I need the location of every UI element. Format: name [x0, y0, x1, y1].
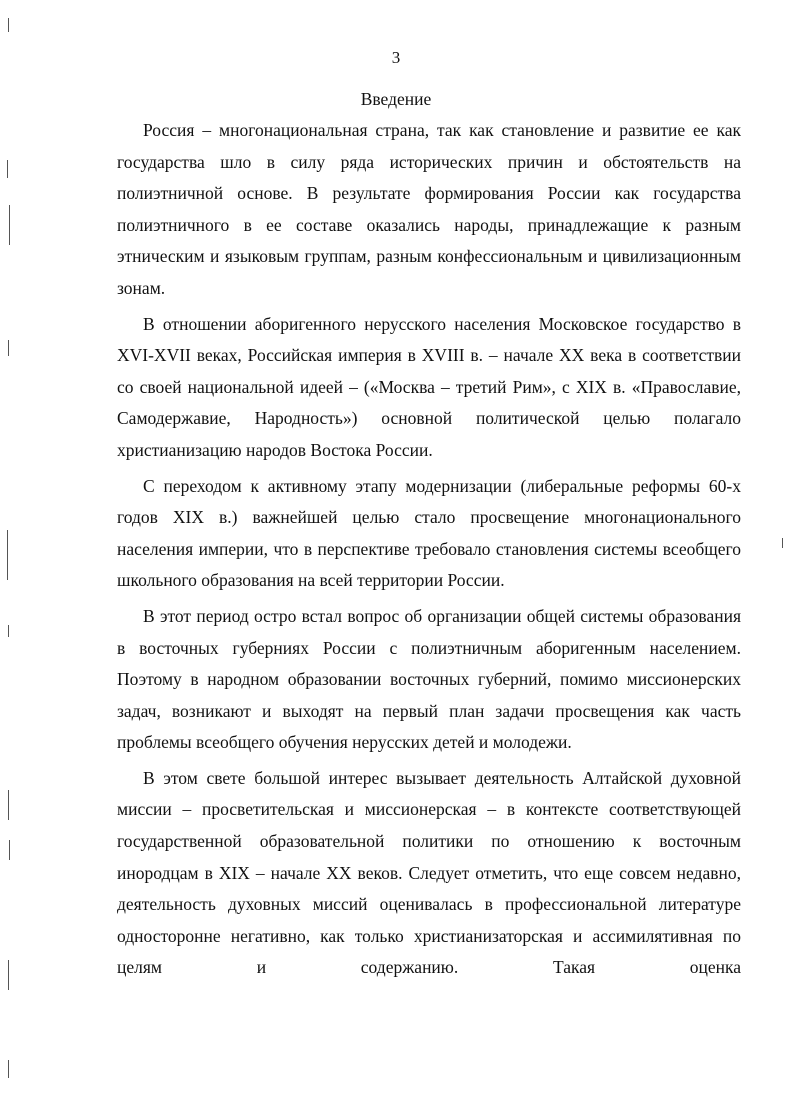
scan-artifact [7, 160, 8, 178]
page-title: Введение [360, 89, 432, 109]
paragraph-2: В отношении аборигенного нерусского населения Московское государство в XVI-XVII веках, Российская империя в XVIII в. – начале XX века в соответствии со своей национальной идеей – («Москва – третий Рим», с XIX в. «Православие, Самодержавие, Народность») основной политической целью полагало христианизацию народов Востока России. [117, 313, 741, 460]
document-body [117, 115, 741, 988]
scan-artifact [8, 1060, 9, 1078]
paragraph-4: В этот период остро встал вопрос об организации общей системы образования в восточных губерниях России с полиэтничным аборигенным населением. Поэтому в народном образовании восточных губерний, помимо миссионерских задач, возникают и выходят на первый план задачи просвещения как часть проблемы всеобщего обучения нерусских детей и молодежи. [117, 605, 741, 753]
paragraph-3: С переходом к активному этапу модернизации (либеральные реформы 60-х годов XIX в.) важнейшей целью стало просвещение многонационального населения империи, что в перспективе требовало становления системы всеобщего школьного образования на всей территории России. [117, 475, 741, 591]
paragraph-1: Россия – многонациональная страна, так как становление и развитие ее как государства шло в силу ряда исторических причин и обстоятельств на полиэтничной основе. В результате формирования России как государства полиэтничного в ее составе оказались народы, принадлежащие к разным этническим и языковым группам, разным конфессиональным и цивилизационным зонам. [117, 120, 741, 298]
scan-artifact [7, 530, 8, 580]
paragraph-5: В этом свете большой интерес вызывает деятельность Алтайской духовной миссии – просветительская и миссионерская – в контексте соответствующей государственной образовательной политики по отношению к восточным инородцам в XIX – начале XX веков. Следует отметить, что еще совсем недавно, деятельность духовных миссий оценивалась в профессиональной литературе односторонне негативно, как только христианизаторская и ассимилятивная по целям и содержанию. Такая оценка [117, 767, 741, 978]
scan-artifact [9, 205, 10, 245]
scan-artifact [782, 538, 783, 548]
scan-artifact [8, 790, 9, 820]
page-number: 3 [391, 48, 401, 67]
scan-artifact [8, 18, 9, 32]
scan-artifact [8, 960, 9, 990]
scan-artifact [9, 840, 10, 860]
scan-artifact [8, 340, 9, 356]
scan-artifact [8, 625, 9, 637]
